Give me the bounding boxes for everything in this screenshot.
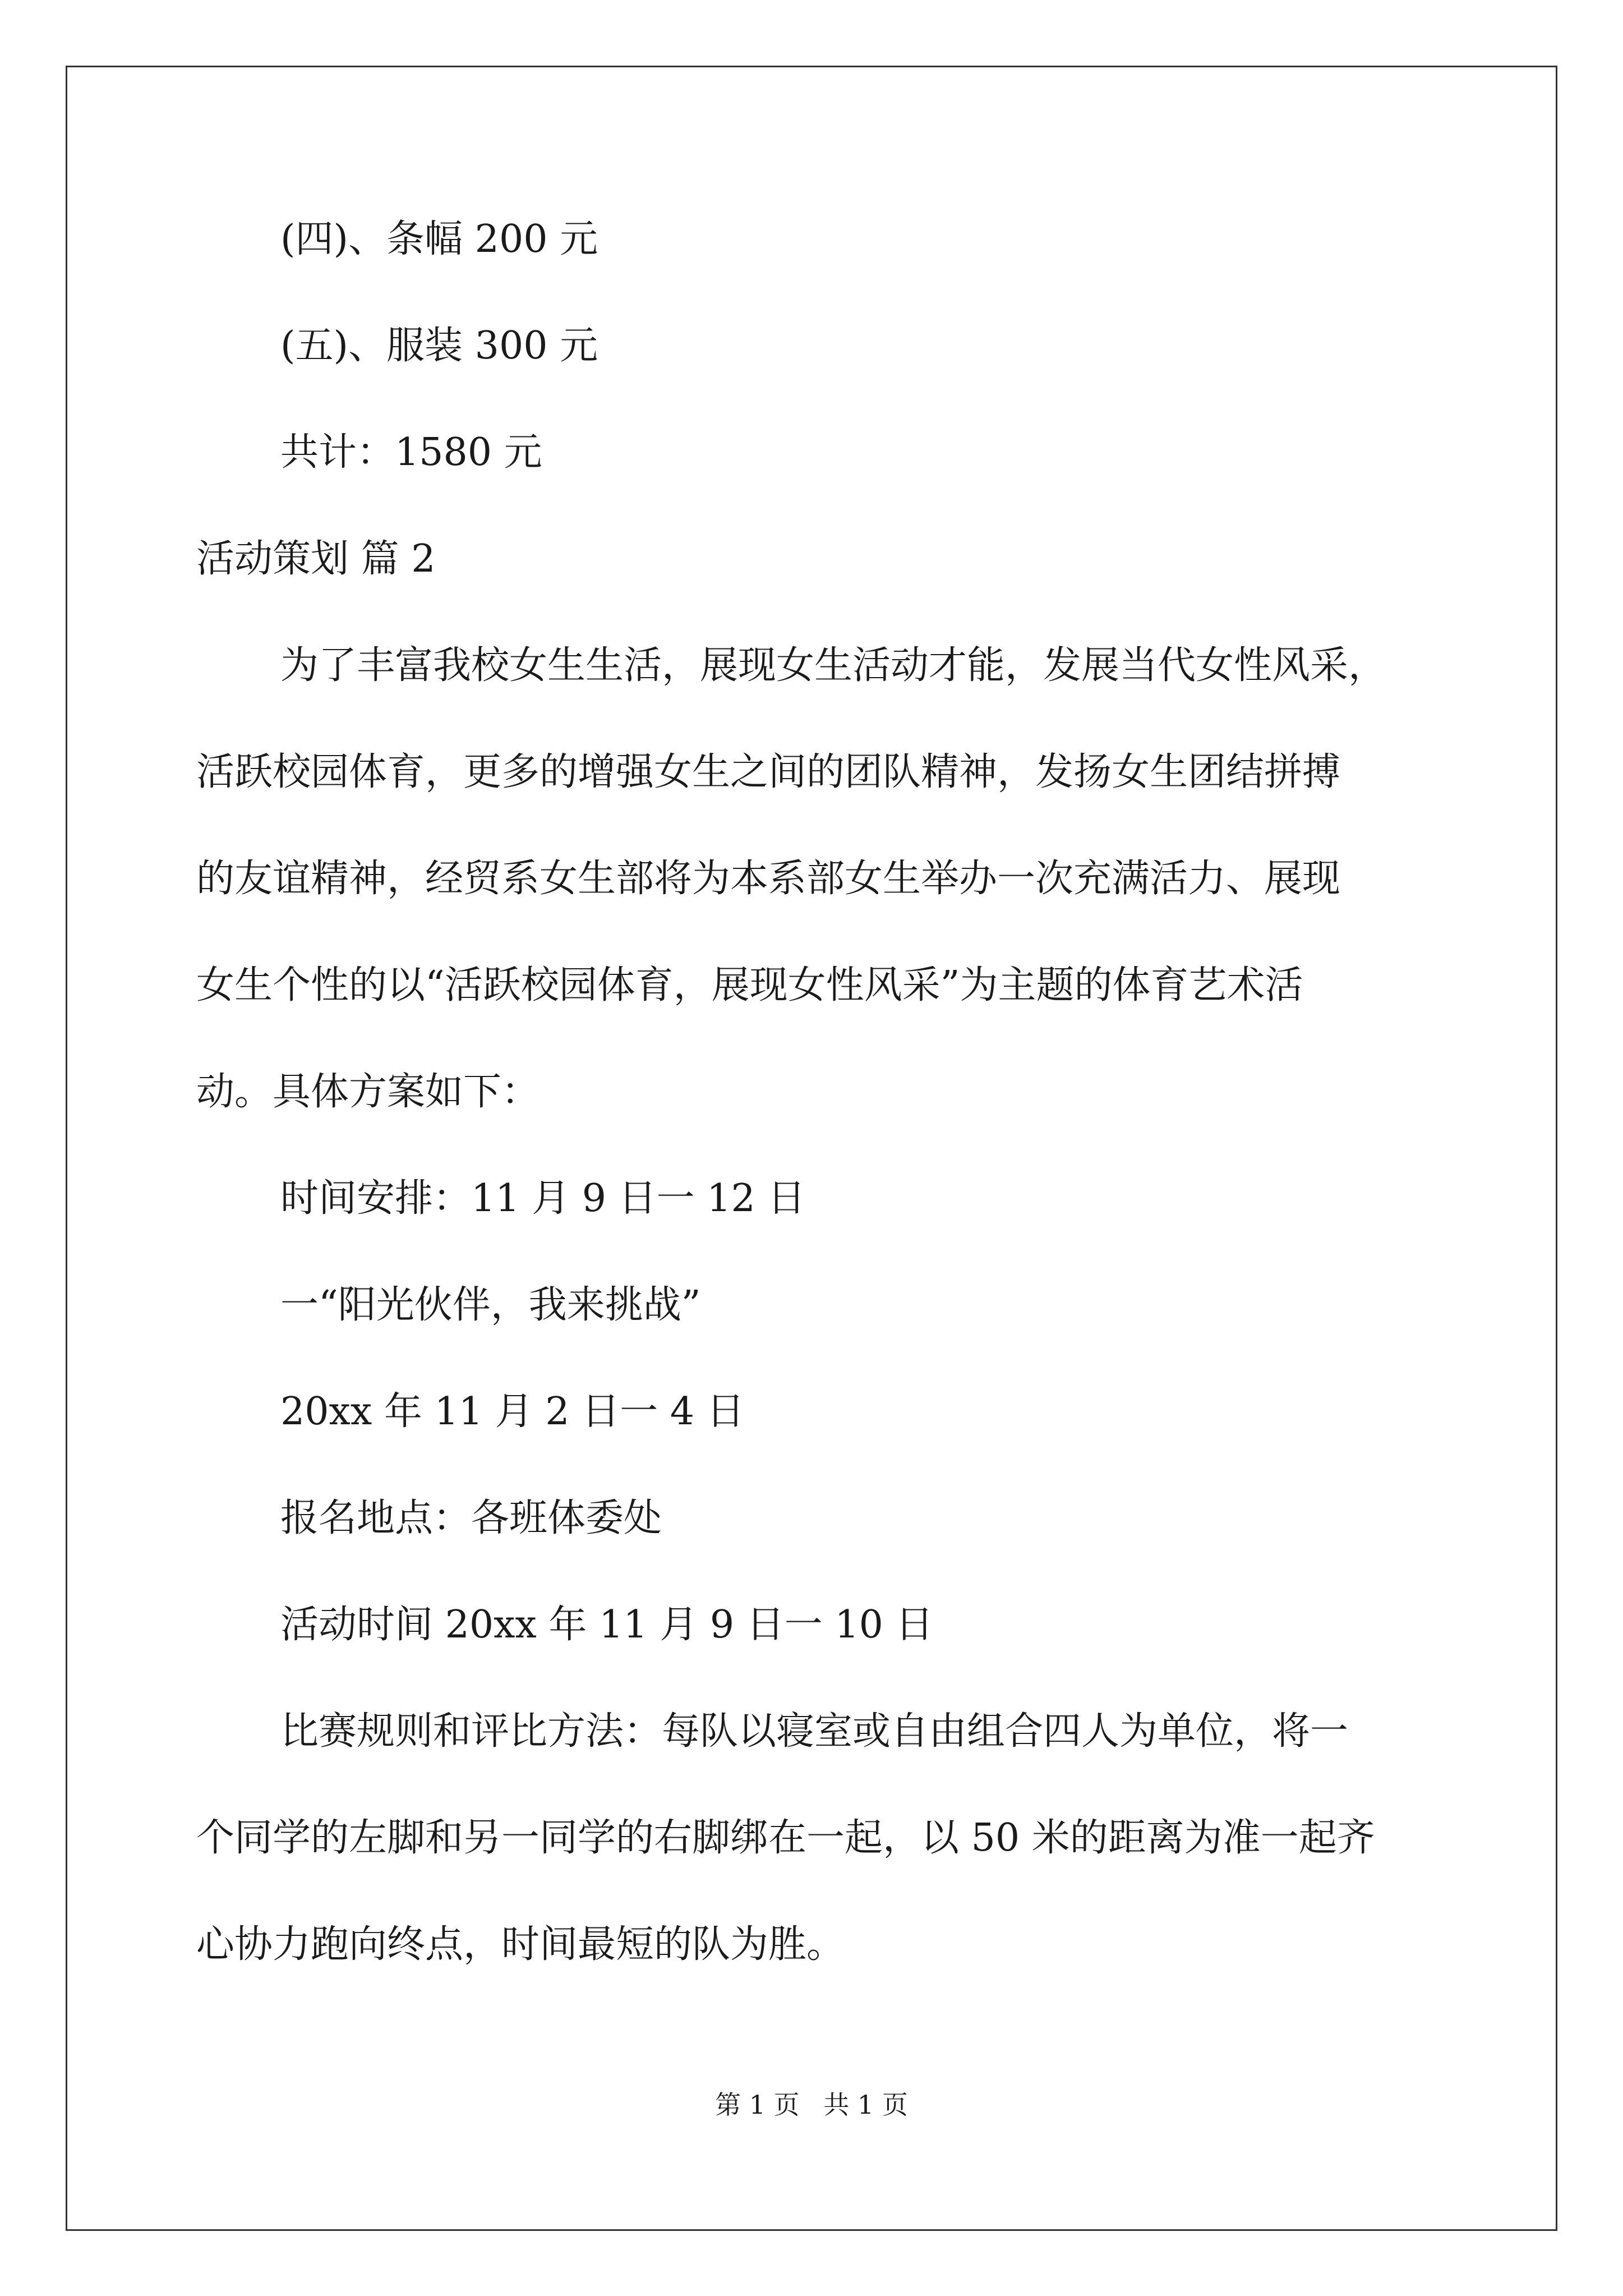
page-border — [66, 66, 1557, 2231]
text-line: 共计：1580 元 — [280, 430, 542, 475]
text-line: (四)、条幅 200 元 — [280, 217, 598, 261]
text-line: 女生个性的以“活跃校园体育，展现女性风采”为主题的体育艺术活 — [196, 963, 1303, 1007]
text-line: 报名地点：各班体委处 — [280, 1496, 662, 1540]
section-heading: 活动策划 篇 2 — [196, 537, 436, 581]
page-number: 第 1 页 — [715, 2090, 800, 2120]
text-line: 的友谊精神，经贸系女生部将为本系部女生举办一次充满活力、展现 — [196, 857, 1341, 901]
text-line: 为了丰富我校女生生活，展现女生活动才能，发展当代女性风采， — [280, 643, 1387, 688]
text-line: 活跃校园体育，更多的增强女生之间的团队精神，发扬女生团结拼搏 — [196, 750, 1341, 794]
text-line: 一“阳光伙伴，我来挑战” — [280, 1283, 701, 1327]
page-total: 共 1 页 — [823, 2090, 908, 2120]
text-line: 时间安排：11 月 9 日一 12 日 — [280, 1176, 806, 1221]
text-line: 比赛规则和评比方法：每队以寝室或自由组合四人为单位，将一 — [280, 1709, 1349, 1754]
page-footer — [0, 2088, 1623, 2122]
text-line: 20xx 年 11 月 2 日一 4 日 — [280, 1389, 745, 1434]
text-line: 个同学的左脚和另一同学的右脚绑在一起，以 50 米的距离为准一起齐 — [196, 1816, 1375, 1860]
text-line: (五)、服装 300 元 — [280, 324, 598, 368]
text-line: 动。具体方案如下： — [196, 1070, 540, 1114]
text-line: 心协力跑向终点，时间最短的队为胜。 — [196, 1922, 845, 1967]
text-line: 活动时间 20xx 年 11 月 9 日一 10 日 — [280, 1603, 934, 1647]
